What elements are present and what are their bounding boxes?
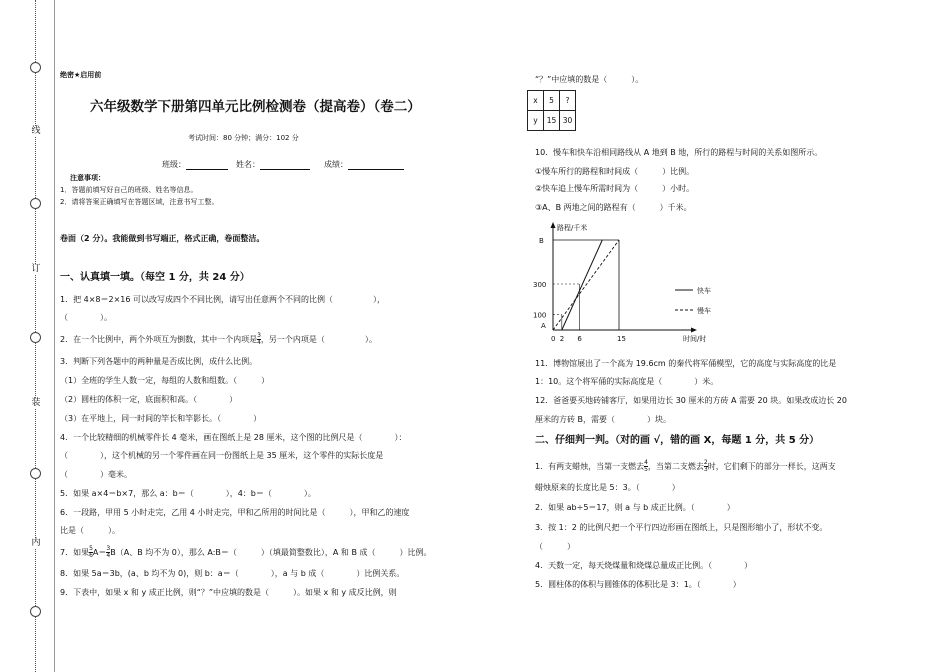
question-1b: （ ）。 — [60, 313, 112, 322]
fraction-denominator: 6 — [89, 552, 93, 559]
y-tick-label: 300 — [533, 281, 547, 289]
fraction-numerator: 2 — [703, 459, 708, 466]
question-9-cont: “？”中应填的数是（ ）。 — [535, 75, 644, 84]
binding-label-order: 订 — [31, 264, 41, 274]
score-blank[interactable] — [348, 169, 404, 170]
slow-car-line — [553, 240, 619, 330]
binding-hole — [30, 468, 41, 479]
note-2: 2．请将答案正确填写在答题区域，注意书写工整。 — [60, 198, 219, 206]
fraction-numerator: 3 — [257, 332, 261, 339]
binding-hole — [30, 332, 41, 343]
question-3: 3．判断下列各题中的两种量是否成比例，成什么比例。 — [60, 357, 258, 366]
table-cell: 15 — [544, 111, 560, 131]
binding-label-install: 装 — [31, 398, 41, 408]
question-9: 9．下表中，如果 x 和 y 成正比例，则“？”中应填的数是（ ）。如果 x 和 y 成反比例，则 — [60, 588, 397, 597]
table-cell: ? — [560, 91, 576, 111]
score-field — [324, 159, 404, 170]
section2-title: 二、仔细判一判。（对的画 √，错的画 X，每题 1 分，共 5 分） — [535, 435, 820, 446]
judge-5: 5．圆柱体的体积与圆锥体的体积比是 3：1。（ ） — [535, 580, 741, 589]
name-field — [236, 159, 310, 170]
table-cell: 5 — [544, 91, 560, 111]
question-8: 8．如果 5a＝3b，(a、b 均不为 0)，则 b：a＝（ ），a 与 b 成（ ）比例关系。 — [60, 569, 405, 578]
x-axis-arrow — [691, 328, 697, 333]
question-3-1: （1）全班的学生人数一定，每组的人数和组数。（ ） — [60, 376, 270, 385]
class-label: 班级： — [162, 160, 186, 169]
score-label: 成绩： — [324, 160, 348, 169]
origin-label: A — [541, 322, 546, 330]
x-tick-label: 2 — [559, 335, 565, 343]
binding-hole — [30, 606, 41, 617]
class-blank[interactable] — [186, 169, 228, 170]
xy-table — [527, 90, 576, 131]
exam-info: 考试时间：80 分钟；满分：102 分 — [188, 134, 299, 142]
page-title: 六年级数学下册第四单元比例检测卷（提高卷）（卷二） — [90, 99, 421, 115]
x-tick-label: 15 — [617, 335, 626, 343]
secret-mark: 绝密★启用前 — [60, 71, 102, 79]
note-1: 1．答题前填写好自己的班级、姓名等信息。 — [60, 186, 198, 194]
question-11b: 1：10。这个将军俑的实际高度是（ ）米。 — [535, 377, 719, 386]
question-5: 5．如果 a×4＝b×7，那么 a：b＝（ ），4：b＝（ ）。 — [60, 489, 316, 498]
question-11a: 11．博物馆展出了一个高为 19.6cm 的秦代将军俑模型，它的高度与实际高度的比是 — [535, 359, 837, 368]
table-row — [528, 91, 576, 111]
legend-slow-label: 慢车 — [697, 307, 711, 315]
fraction-denominator: 4 — [257, 339, 261, 346]
judge-3a: 3．按 1：2 的比例尺把一个平行四边形画在图纸上，只是图形缩小了，形状不变。 — [535, 523, 828, 532]
y-axis-label: 路程/千米 — [557, 224, 588, 232]
table-cell: x — [528, 91, 544, 111]
table-row — [528, 111, 576, 131]
y-tick-label: B — [539, 237, 544, 245]
fraction-denominator: 3 — [703, 466, 708, 473]
judge-2: 2．如果 ab÷5＝17，则 a 与 b 成正比例。（ ） — [535, 503, 735, 512]
x-axis-label: 时间/时 — [683, 335, 707, 343]
fraction-denominator: 4 — [106, 552, 111, 559]
judge-1-text-mid: ，当第二支燃去 — [647, 462, 704, 471]
legend-fast-label: 快车 — [697, 287, 711, 295]
y-axis-arrow — [551, 222, 556, 228]
question-1a: 1．把 4×8＝2×16 可以改写成四个不同比例，请写出任意两个不同的比例（ ）， — [60, 295, 386, 304]
question-4b: （ ），这个机械的另一个零件画在同一份图纸上是 35 厘米，这个零件的实际长度是 — [60, 451, 384, 460]
question-4c: （ ）毫米。 — [60, 470, 132, 479]
neatness-line: 卷面（2 分）。我能做到书写端正，格式正确，卷面整洁。 — [60, 234, 265, 243]
binding-hole — [30, 62, 41, 73]
judge-3b: （ ） — [535, 542, 575, 551]
question-6b: 比是（ ）。 — [60, 526, 120, 535]
name-blank[interactable] — [260, 169, 310, 170]
q7-text-mid: A＝ — [92, 548, 107, 557]
binding-hole — [30, 198, 41, 209]
q7-text: 7．如果 — [60, 548, 90, 557]
y-tick-label: 100 — [533, 311, 547, 320]
binding-margin — [0, 0, 40, 672]
fraction-numerator: 3 — [106, 545, 111, 552]
fraction-denominator: 5 — [644, 466, 648, 473]
table-cell: y — [528, 111, 544, 131]
binding-label-inner: 内 — [31, 538, 41, 548]
section1-title: 一、认真填一填。（每空 1 分，共 24 分） — [60, 272, 250, 283]
question-6a: 6．一段路，甲用 5 小时走完，乙用 4 小时走完，甲和乙所用的时间比是（ ），甲和乙的速度 — [60, 508, 410, 517]
judge-4: 4．天数一定，每天烧煤量和烧煤总量成正比例。（ ） — [535, 561, 753, 570]
question-10-1: ①慢车所行的路程和时间成（ ）比例。 — [535, 167, 695, 176]
table-cell: 30 — [560, 111, 576, 131]
question-12a: 12．爸爸要买地砖铺客厅，如果用边长 30 厘米的方砖 A 需要 20 块。如果改成边长 20 — [535, 396, 847, 405]
name-label: 姓名： — [236, 160, 260, 169]
question-2 — [60, 333, 377, 346]
fraction-numerator: 4 — [644, 459, 648, 466]
question-3-3: （3）在平地上，同一时间的竿长和竿影长。（ ） — [60, 414, 262, 423]
judge-1-text: 1．有两支蜡烛，当第一支燃去 — [535, 462, 645, 471]
notes-title: 注意事项： — [70, 174, 105, 182]
judge-1 — [535, 460, 836, 473]
fast-car-line — [562, 240, 602, 330]
x-tick-label: 0 — [551, 335, 556, 343]
q7-text-end: B（A、B 均不为 0），那么 A:B＝（ ）（填最简整数比），A 和 B 成（ ）比例。 — [110, 548, 432, 557]
question-10-3: ③A、B 两地之间的路程有（ ）千米。 — [535, 203, 692, 212]
judge-1b: 蜡烛原来的长度比是 5：3。（ ） — [535, 483, 680, 492]
distance-time-chart — [525, 218, 735, 348]
class-field — [162, 159, 228, 170]
binding-label-line: 线 — [31, 126, 41, 136]
margin-rule — [54, 0, 55, 672]
fraction-numerator: 5 — [89, 545, 93, 552]
judge-1-text-end: 时，它们剩下的部分一样长，这两支 — [707, 462, 836, 471]
question-10-2: ②快车追上慢车所需时间为（ ）小时。 — [535, 184, 695, 193]
q2-text-end: ，另一个内项是（ ）。 — [260, 335, 377, 344]
question-12b: 厘米的方砖 B，需要（ ）块。 — [535, 415, 672, 424]
question-4a: 4．一个比较精细的机械零件长 4 毫米，画在图纸上是 28 厘米，这个图的比例尺是（ ）： — [60, 433, 407, 442]
question-7 — [60, 546, 432, 559]
x-tick-label: 6 — [577, 335, 582, 343]
q2-text: 2．在一个比例中，两个外项互为倒数，其中一个内项是 — [60, 335, 258, 344]
question-10: 10．慢车和快车沿相同路线从 A 地到 B 地，所行的路程与时间的关系如图所示。 — [535, 148, 823, 157]
question-3-2: （2）圆柱的体积一定，底面积和高。（ ） — [60, 395, 238, 404]
